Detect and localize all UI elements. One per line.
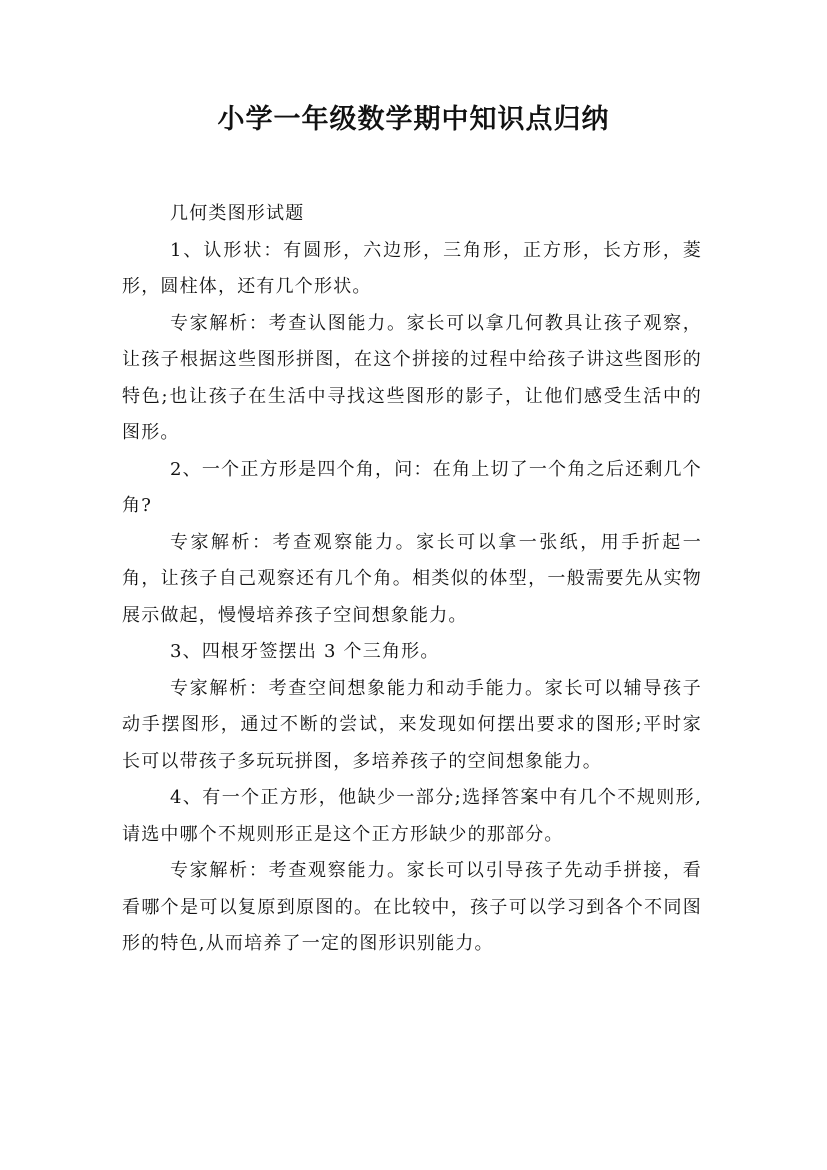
question-1: 1、认形状：有圆形，六边形，三角形，正方形，长方形，菱形，圆柱体，还有几个形状。 — [122, 239, 702, 297]
section-heading: 几何类图形试题 — [170, 203, 305, 224]
analysis-4: 专家解析：考查观察能力。家长可以引导孩子先动手拼接，看看哪个是可以复原到原图的。在比较中，孩子可以学习到各个不同图形的特色,从而培养了一定的图形识别能力。 — [122, 860, 702, 954]
document-body — [122, 196, 702, 963]
question-3: 3、四根牙签摆出 3 个三角形。 — [170, 641, 440, 662]
question-2: 2、一个正方形是四个角，问：在角上切了一个角之后还剩几个角? — [122, 458, 702, 516]
analysis-1: 专家解析：考查认图能力。家长可以拿几何教具让孩子观察，让孩子根据这些图形拼图，在这个拼接的过程中给孩子讲这些图形的特色;也让孩子在生活中寻找这些图形的影子，让他们感受生活中的图形。 — [122, 312, 702, 443]
analysis-2: 专家解析：考查观察能力。家长可以拿一张纸，用手折起一角，让孩子自己观察还有几个角。相类似的体型，一般需要先从实物展示做起，慢慢培养孩子空间想象能力。 — [122, 531, 702, 626]
question-4: 4、有一个正方形，他缺少一部分;选择答案中有几个不规则形,请选中哪个不规则形正是这个正方形缺少的那部分。 — [122, 787, 702, 845]
page-title: 小学一年级数学期中知识点归纳 — [217, 104, 610, 135]
analysis-3: 专家解析：考查空间想象能力和动手能力。家长可以辅导孩子动手摆图形，通过不断的尝试，来发现如何摆出要求的图形;平时家长可以带孩子多玩玩拼图，多培养孩子的空间想象能力。 — [122, 677, 702, 772]
